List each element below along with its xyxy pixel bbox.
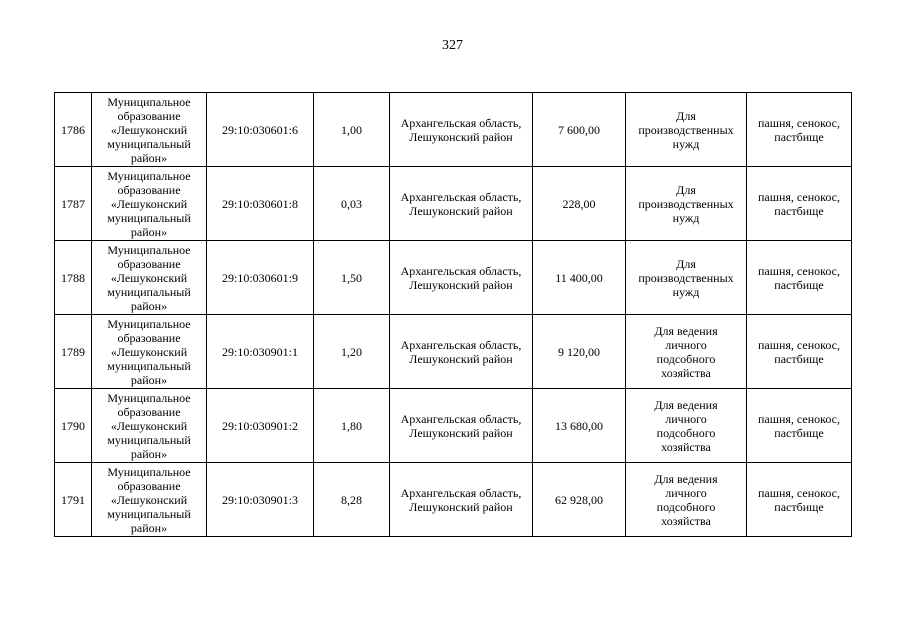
area-cell: 1,50 <box>314 241 390 315</box>
row-number-cell: 1786 <box>55 93 92 167</box>
owner-line: Муниципальное <box>107 168 191 183</box>
permitted-use-line: подсобного <box>656 351 716 366</box>
owner-line: район» <box>130 372 168 387</box>
owner-cell <box>92 315 207 389</box>
location-line: Архангельская область, <box>400 115 522 130</box>
owner-line: «Лешуконский <box>110 418 188 433</box>
land-category-line: пастбище <box>774 129 824 144</box>
permitted-use-line: Для <box>676 182 696 197</box>
owner-cell <box>92 241 207 315</box>
land-category-cell <box>747 167 852 241</box>
permitted-use-cell <box>626 389 747 463</box>
owner-line: образование <box>117 330 181 345</box>
permitted-use-line: Для ведения <box>654 397 718 412</box>
permitted-use-cell <box>626 167 747 241</box>
cadastral-number-cell: 29:10:030601:9 <box>207 241 314 315</box>
permitted-use-line: нужд <box>672 210 700 225</box>
land-category-line: пашня, сенокос, <box>758 411 840 426</box>
owner-line: «Лешуконский <box>110 122 188 137</box>
location-cell <box>390 93 533 167</box>
row-number-cell: 1790 <box>55 389 92 463</box>
land-category-cell <box>747 463 852 537</box>
location-line: Лешуконский район <box>409 499 513 514</box>
cadastral-value-cell: 7 600,00 <box>533 93 626 167</box>
permitted-use-cell <box>626 93 747 167</box>
land-category-cell <box>747 93 852 167</box>
owner-cell <box>92 389 207 463</box>
owner-line: «Лешуконский <box>110 270 188 285</box>
area-cell: 1,20 <box>314 315 390 389</box>
permitted-use-cell <box>626 315 747 389</box>
owner-line: муниципальный <box>107 432 191 447</box>
page-number: 327 <box>442 38 463 53</box>
permitted-use-line: производственных <box>638 122 734 137</box>
permitted-use-line: хозяйства <box>661 439 711 454</box>
location-line: Архангельская область, <box>400 189 522 204</box>
land-category-line: пастбище <box>774 425 824 440</box>
cadastral-value-cell: 13 680,00 <box>533 389 626 463</box>
permitted-use-cell <box>626 241 747 315</box>
cadastral-value-cell: 11 400,00 <box>533 241 626 315</box>
cadastral-number-cell: 29:10:030601:8 <box>207 167 314 241</box>
table-row <box>55 315 852 389</box>
permitted-use-line: хозяйства <box>661 513 711 528</box>
row-number-cell: 1791 <box>55 463 92 537</box>
land-category-line: пастбище <box>774 351 824 366</box>
location-line: Архангельская область, <box>400 337 522 352</box>
permitted-use-line: Для <box>676 256 696 271</box>
table-row <box>55 167 852 241</box>
location-cell <box>390 463 533 537</box>
owner-line: Муниципальное <box>107 316 191 331</box>
owner-line: Муниципальное <box>107 464 191 479</box>
area-cell: 1,80 <box>314 389 390 463</box>
owner-line: Муниципальное <box>107 390 191 405</box>
owner-line: Муниципальное <box>107 242 191 257</box>
location-cell <box>390 167 533 241</box>
location-cell <box>390 389 533 463</box>
cadastral-number-cell: 29:10:030901:1 <box>207 315 314 389</box>
owner-cell <box>92 93 207 167</box>
owner-line: район» <box>130 298 168 313</box>
location-line: Лешуконский район <box>409 425 513 440</box>
permitted-use-line: личного <box>665 411 707 426</box>
permitted-use-line: личного <box>665 337 707 352</box>
owner-line: муниципальный <box>107 136 191 151</box>
land-registry-table <box>54 92 852 537</box>
land-category-line: пашня, сенокос, <box>758 189 840 204</box>
permitted-use-line: нужд <box>672 136 700 151</box>
row-number-cell: 1787 <box>55 167 92 241</box>
owner-line: образование <box>117 108 181 123</box>
cadastral-number-cell: 29:10:030901:2 <box>207 389 314 463</box>
land-category-cell <box>747 315 852 389</box>
location-line: Лешуконский район <box>409 351 513 366</box>
permitted-use-line: хозяйства <box>661 365 711 380</box>
owner-cell <box>92 167 207 241</box>
land-category-cell <box>747 241 852 315</box>
table-row <box>55 389 852 463</box>
permitted-use-line: подсобного <box>656 425 716 440</box>
location-line: Лешуконский район <box>409 203 513 218</box>
table-body <box>55 93 852 537</box>
owner-line: муниципальный <box>107 210 191 225</box>
land-category-line: пастбище <box>774 499 824 514</box>
location-line: Архангельская область, <box>400 263 522 278</box>
cadastral-number-cell: 29:10:030601:6 <box>207 93 314 167</box>
permitted-use-line: личного <box>665 485 707 500</box>
owner-line: «Лешуконский <box>110 344 188 359</box>
owner-cell <box>92 463 207 537</box>
cadastral-value-cell: 9 120,00 <box>533 315 626 389</box>
owner-line: муниципальный <box>107 284 191 299</box>
land-category-line: пашня, сенокос, <box>758 485 840 500</box>
land-category-line: пашня, сенокос, <box>758 263 840 278</box>
land-category-line: пастбище <box>774 277 824 292</box>
table-row <box>55 241 852 315</box>
land-category-line: пашня, сенокос, <box>758 337 840 352</box>
table-row <box>55 463 852 537</box>
cadastral-value-cell: 228,00 <box>533 167 626 241</box>
owner-line: район» <box>130 446 168 461</box>
permitted-use-line: производственных <box>638 196 734 211</box>
row-number-cell: 1789 <box>55 315 92 389</box>
permitted-use-line: нужд <box>672 284 700 299</box>
location-cell <box>390 241 533 315</box>
owner-line: образование <box>117 478 181 493</box>
location-line: Лешуконский район <box>409 277 513 292</box>
location-line: Архангельская область, <box>400 411 522 426</box>
permitted-use-line: Для ведения <box>654 471 718 486</box>
owner-line: образование <box>117 256 181 271</box>
owner-line: муниципальный <box>107 358 191 373</box>
owner-line: «Лешуконский <box>110 492 188 507</box>
table-row <box>55 93 852 167</box>
location-cell <box>390 315 533 389</box>
location-line: Архангельская область, <box>400 485 522 500</box>
row-number-cell: 1788 <box>55 241 92 315</box>
owner-line: образование <box>117 182 181 197</box>
cadastral-value-cell: 62 928,00 <box>533 463 626 537</box>
owner-line: образование <box>117 404 181 419</box>
land-category-line: пашня, сенокос, <box>758 115 840 130</box>
permitted-use-line: Для ведения <box>654 323 718 338</box>
area-cell: 8,28 <box>314 463 390 537</box>
owner-line: муниципальный <box>107 506 191 521</box>
owner-line: «Лешуконский <box>110 196 188 211</box>
cadastral-number-cell: 29:10:030901:3 <box>207 463 314 537</box>
permitted-use-line: Для <box>676 108 696 123</box>
location-line: Лешуконский район <box>409 129 513 144</box>
owner-line: район» <box>130 520 168 535</box>
area-cell: 0,03 <box>314 167 390 241</box>
permitted-use-line: подсобного <box>656 499 716 514</box>
land-category-line: пастбище <box>774 203 824 218</box>
permitted-use-cell <box>626 463 747 537</box>
area-cell: 1,00 <box>314 93 390 167</box>
permitted-use-line: производственных <box>638 270 734 285</box>
land-category-cell <box>747 389 852 463</box>
owner-line: район» <box>130 150 168 165</box>
owner-line: район» <box>130 224 168 239</box>
owner-line: Муниципальное <box>107 94 191 109</box>
